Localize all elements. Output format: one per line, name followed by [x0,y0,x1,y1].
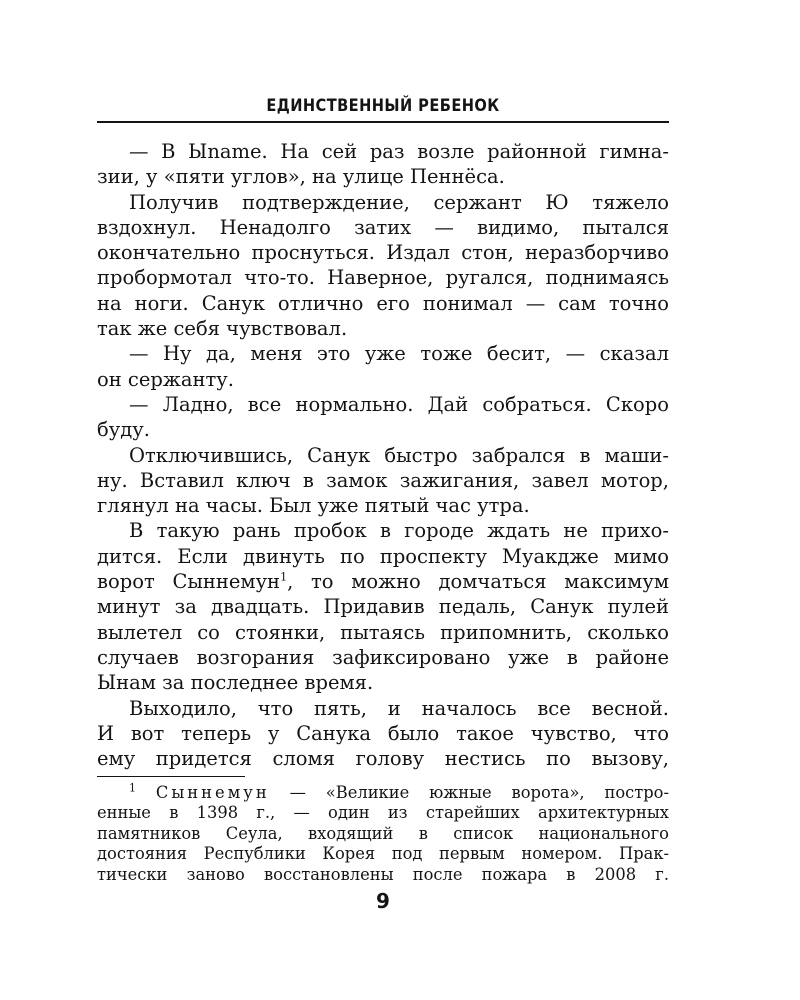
text-line: глянул на часы. Был уже пятый час утра. [97,494,530,518]
text-line: минут за двадцать. Придавив педаль, Санук пулей [97,595,669,619]
footnote-reference: 1 [280,570,288,584]
page-number: 9 [376,889,390,913]
footnote-line: памятников Сеула, входящий в список национального [97,823,669,843]
text-line: зии, у «пяти углов», на улице Пеннёса. [97,165,505,189]
text-line: на ноги. Санук отлично его понимал — сам точно [97,291,669,315]
text-line: — В Ыname. На сей раз возле районной гимна- [129,140,669,163]
text-line: он сержанту. [97,367,234,391]
text-line: И вот теперь у Санука было такое чувство, что [97,721,669,745]
text-line: вздохнул. Ненадолго затих — видимо, пытался [97,215,669,239]
footnote-marker: 1 [129,783,136,795]
text-fragment: , то можно домчаться максимум [287,570,669,594]
text-line: вылетел со стоянки, пытаясь припомнить, сколько [97,620,669,644]
text-line: — Ну да, меня это уже тоже бесит, — сказал [129,342,669,366]
text-line: окончательно проснуться. Издал стон, неразборчиво [97,241,669,265]
header-rule [97,121,669,123]
body-text [97,139,669,771]
footnote-line: тически заново восстановлены после пожара в 2008 г. [97,864,669,884]
footnote-rule [97,776,245,777]
text-line: Ынам за последнее время. [97,671,374,695]
text-line: Отключившись, Санук быстро забрался в маши- [129,443,669,467]
text-line: так же себя чувствовал. [97,317,348,341]
text-line: В такую рань пробок в городе ждать не прихо- [129,519,669,543]
footnote-text: — «Великие южные ворота», постро- [269,783,669,802]
text-line: Выходило, что пять, и началось все весной. [129,696,669,720]
text-line: пробормотал что-то. Наверное, ругался, поднимаясь [97,266,669,290]
footnote [97,783,669,885]
text-line: — Ладно, все нормально. Дай собраться. Скоро [129,392,669,416]
text-line: Получив подтверждение, сержант Ю тяжело [129,190,669,214]
text-line: дится. Если двинуть по проспекту Муакдже мимо [97,544,669,568]
footnote-line: достояния Республики Корея под первым номером. Прак- [97,844,669,864]
footnote-term: Сыннемун [155,783,270,802]
text-line: буду. [97,418,150,442]
text-line-with-footnote [97,569,669,594]
text-fragment: ворот Сыннемун [97,570,281,594]
text-line: случаев возгорания зафиксировано уже в районе [97,645,669,669]
running-header: ЕДИНСТВЕННЫЙ РЕБЕНОК [266,96,500,116]
footnote-line: енные в 1398 г., — один из старейших архитектурных [97,803,669,823]
text-line: ему придется сломя голову нестись по вызову, [97,747,669,771]
text-line: ну. Вставил ключ в замок зажигания, завел мотор, [97,468,669,492]
footnote-line [97,783,669,803]
